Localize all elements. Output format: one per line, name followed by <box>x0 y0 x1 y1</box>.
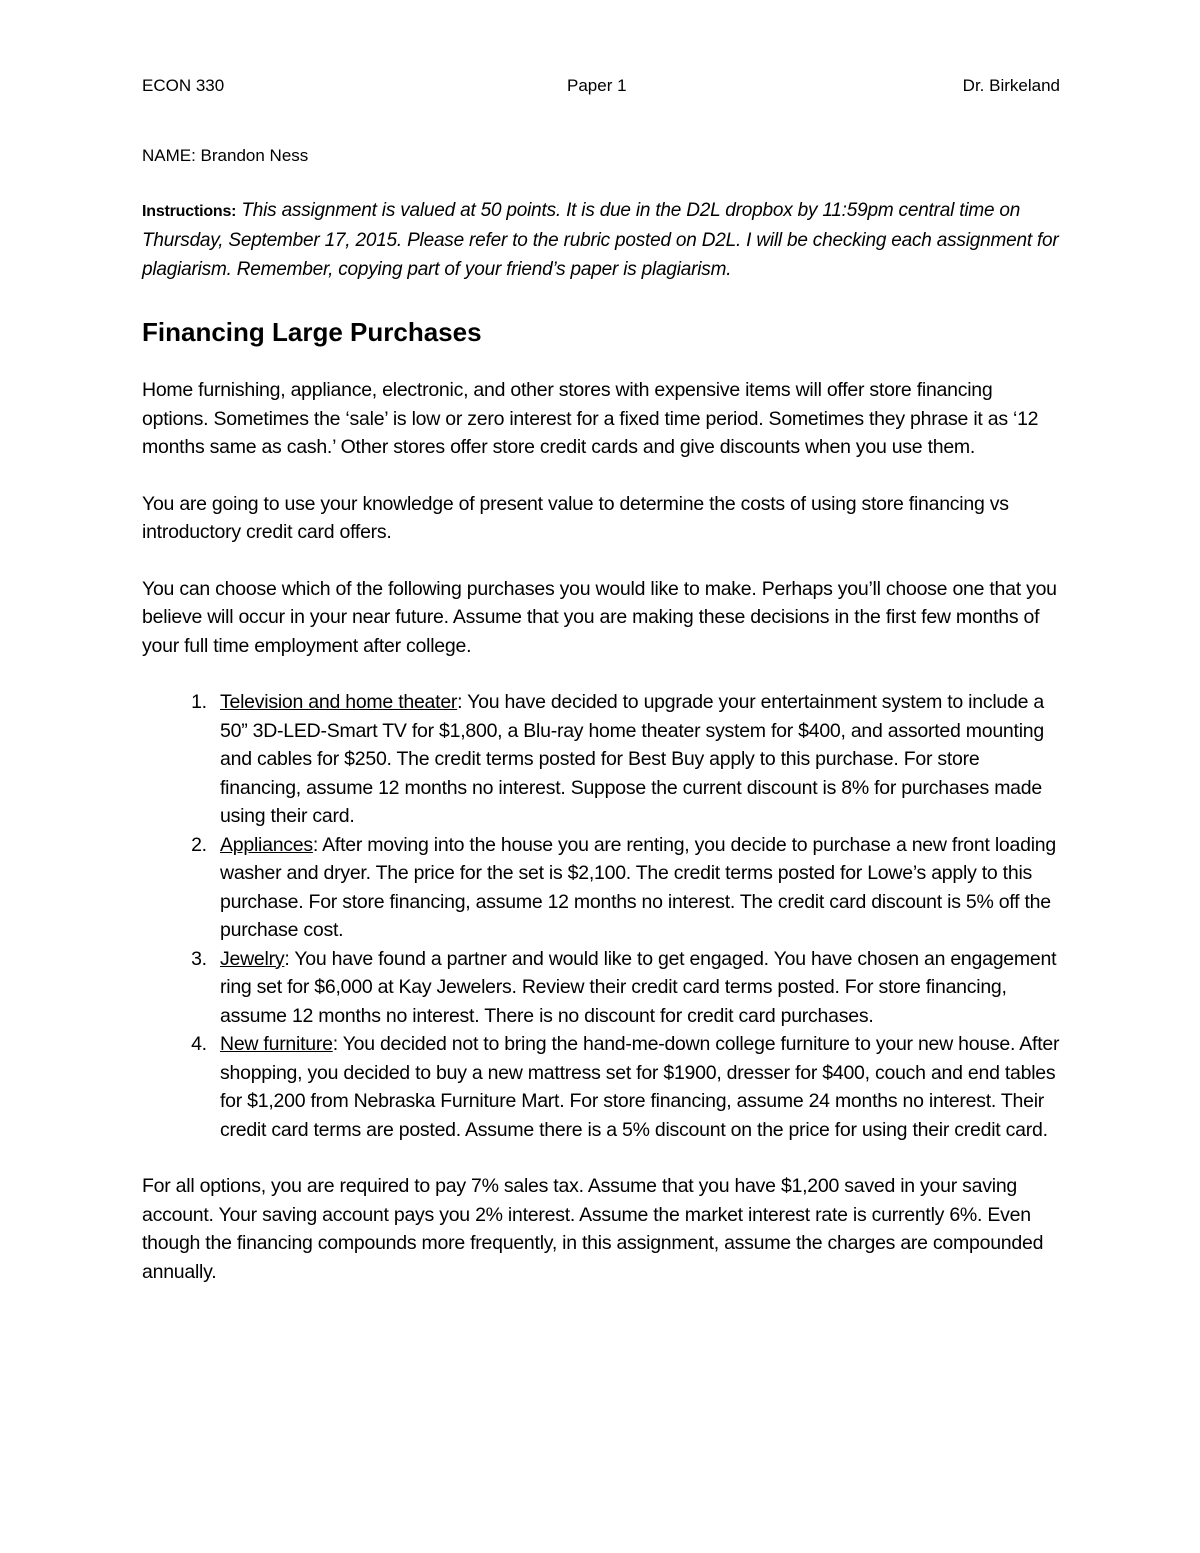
option-heading: Appliances <box>220 833 313 856</box>
list-item <box>212 1030 1062 1144</box>
option-text: : You have found a partner and would like to get engaged. You have chosen an engagement ring set for $6,000 at Kay Jewelers. Review their credit card terms posted. For store financing, assume 12 months no interest. There is no discount for credit card purchases. <box>220 947 1057 1027</box>
instructor-name: Dr. Birkeland <box>962 76 1060 95</box>
intro-paragraph-2: You are going to use your knowledge of present value to determine the costs of using store financing vs introductory credit card offers. <box>142 492 1009 543</box>
closing-paragraph: For all options, you are required to pay 7% sales tax. Assume that you have $1,200 saved in your saving account. Your saving account pays you 2% interest. Assume the market interest rate is currently 6%. Even though the financing compounds more frequently, in this assignment, assume the charges are compounded annually. <box>142 1175 1044 1283</box>
option-text: : After moving into the house you are renting, you decide to purchase a new front loading washer and dryer. The price for the set is $2,100. The credit terms posted for Lowe’s apply to this purchase. For store financing, assume 12 months no interest. The credit card discount is 5% off the purchase cost. <box>220 833 1056 941</box>
intro-paragraph-1: Home furnishing, appliance, electronic, and other stores with expensive items will offer store financing options. Sometimes the ‘sale’ is low or zero interest for a fixed time period. Sometimes they phrase it as ‘12 months same as cash.’ Other stores offer store credit cards and give discounts when you use them. <box>142 379 1039 458</box>
option-heading: Jewelry <box>220 947 285 970</box>
paper-number: Paper 1 <box>567 76 627 95</box>
option-heading: New furniture <box>220 1033 333 1055</box>
instructions-label: Instructions: <box>142 203 237 220</box>
course-code: ECON 330 <box>142 76 225 95</box>
list-item <box>212 945 1062 1031</box>
student-name: NAME: Brandon Ness <box>142 146 309 165</box>
list-item <box>212 831 1062 945</box>
intro-paragraph-3: You can choose which of the following purchases you would like to make. Perhaps you’ll choose one that you believe will occur in your near future. Assume that you are making these decisions in the first few months of your full time employment after college. <box>142 577 1057 657</box>
page-header <box>142 70 1062 100</box>
list-item <box>212 688 1062 831</box>
option-text: : You have decided to upgrade your entertainment system to include a 50” 3D-LED-Smart TV for $1,800, a Blu-ray home theater system for $400, and assorted mounting and cables for $250. The credit terms posted for Best Buy apply to this purchase. For store financing, assume 12 months no interest. Suppose the current discount is 8% for purchases made using their card. <box>220 691 1044 827</box>
section-title: Financing Large Purchases <box>142 317 482 347</box>
purchase-options-list <box>142 688 1062 1144</box>
instructions-block <box>142 196 1062 284</box>
option-text: : You decided not to bring the hand-me-down college furniture to your new house. After shopping, you decided to buy a new mattress set for $1900, dresser for $400, couch and end tables for $1,200 from Nebraska Furniture Mart. For store financing, assume 24 months no interest. Their credit card terms are posted. Assume there is a 5% discount on the price for using their credit card. <box>220 1033 1060 1141</box>
document-page <box>142 70 1062 1286</box>
instructions-text: This assignment is valued at 50 points. It is due in the D2L dropbox by 11:59pm central time on Thursday, September 17, 2015. Please refer to the rubric posted on D2L. I will be checking each assignment for plagiarism. Remember, copying part of your friend’s paper is plagiarism. <box>142 200 1059 280</box>
option-heading: Television and home theater <box>220 691 458 713</box>
